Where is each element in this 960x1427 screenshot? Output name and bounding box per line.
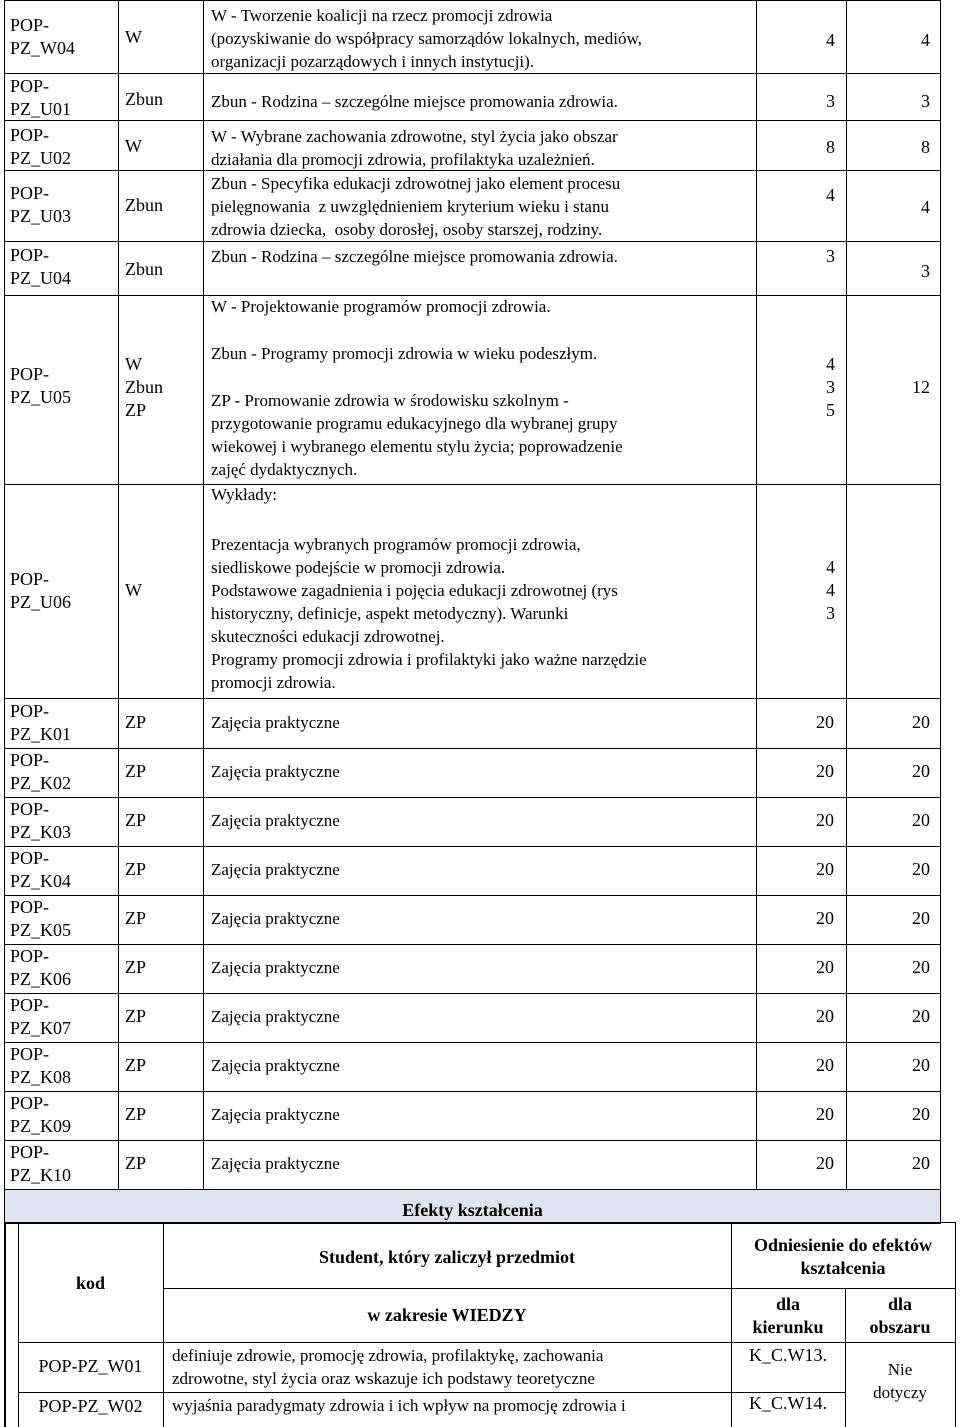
- row-topic: Zajęcia praktyczne: [211, 1105, 340, 1124]
- effects-col-student: Student, który zaliczył przedmiot: [319, 1247, 575, 1267]
- grid-line: [940, 0, 941, 1222]
- row-hours: 4: [826, 30, 835, 50]
- row-code: POP- PZ_K01: [10, 701, 72, 744]
- grid-line: [4, 484, 941, 485]
- row-hours-total: 8: [921, 137, 930, 157]
- row-form: Zbun: [125, 195, 163, 215]
- row-hours: 20: [816, 1104, 834, 1124]
- grid-line: [4, 0, 941, 1]
- grid-line: [4, 993, 941, 994]
- row-hours: 20: [816, 712, 834, 732]
- row-code: POP- PZ_U06: [10, 569, 72, 612]
- row-hours-total: 20: [912, 1055, 930, 1075]
- row-code: POP- PZ_K07: [10, 995, 72, 1038]
- row-form: W: [125, 27, 142, 47]
- effect-area: Nie dotyczy: [873, 1360, 927, 1402]
- row-topic: Zajęcia praktyczne: [211, 909, 340, 928]
- row-topic: Zajęcia praktyczne: [211, 762, 340, 781]
- row-code: POP- PZ_K02: [10, 750, 72, 793]
- effect-major: K_C.W14.: [749, 1393, 827, 1413]
- row-hours: 4 4 3: [826, 557, 835, 623]
- row-hours: 20: [816, 1006, 834, 1026]
- grid-line: [4, 1042, 941, 1043]
- row-hours-total: 20: [912, 810, 930, 830]
- row-form: ZP: [125, 859, 147, 879]
- effect-code: POP-PZ_W01: [38, 1356, 143, 1376]
- row-form: ZP: [125, 957, 147, 977]
- row-topic: Prezentacja wybranych programów promocji zdrowia, siedliskowe podejście w promocji zdrowia. Podstawowe zagadnienia i pojęcia edukacji zdrowotnej (rys historyczny, definicje, aspekt metodyczny). Warunki skuteczności edukacji zdrowotnej. Programy promocji zdrowia i profilaktyki jako ważne narzędzie promocji zdrowia.: [211, 535, 647, 692]
- grid-line: [846, 0, 847, 1190]
- grid-line: [4, 895, 941, 896]
- row-code: POP- PZ_K08: [10, 1044, 72, 1087]
- row-form: ZP: [125, 1006, 147, 1026]
- row-topic: Zajęcia praktyczne: [211, 860, 340, 879]
- section-title: Efekty kształcenia: [402, 1200, 543, 1220]
- grid-line: [940, 1222, 956, 1223]
- effects-col-major: dla kierunku: [752, 1294, 824, 1337]
- row-form: ZP: [125, 1055, 147, 1075]
- grid-line: [18, 1342, 956, 1343]
- grid-line: [4, 1091, 941, 1092]
- row-form: ZP: [125, 908, 147, 928]
- row-topic: Zajęcia praktyczne: [211, 1056, 340, 1075]
- row-hours: 4 3 5: [826, 354, 835, 420]
- grid-line: [955, 1222, 956, 1427]
- grid-line: [203, 0, 204, 1190]
- row-form: W: [125, 136, 142, 156]
- grid-line: [4, 846, 941, 847]
- row-topic: ZP - Promowanie zdrowia w środowisku szkolnym - przygotowanie programu edukacyjnego dla wybranej grupy wiekowej i wybranego elementu stylu życia; poprowadzenie zajęć dydaktycznych.: [211, 391, 623, 479]
- row-topic: Zajęcia praktyczne: [211, 1007, 340, 1026]
- effect-text: definiuje zdrowie, promocję zdrowia, profilaktykę, zachowania zdrowotne, styl życia oraz wskazuje ich podstawy teoretyczne: [172, 1346, 604, 1388]
- row-form: ZP: [125, 1104, 147, 1124]
- row-form: ZP: [125, 712, 147, 732]
- grid-line: [4, 120, 941, 121]
- row-hours: 20: [816, 957, 834, 977]
- row-form: ZP: [125, 1153, 147, 1173]
- row-hours-total: 20: [912, 712, 930, 732]
- row-code: POP- PZ_U03: [10, 183, 72, 226]
- effects-scope: w zakresie WIEDZY: [367, 1305, 527, 1325]
- row-hours-total: 20: [912, 908, 930, 928]
- row-topic: Zbun - Rodzina – szczególne miejsce promowania zdrowia.: [211, 247, 618, 266]
- grid-line: [4, 748, 941, 749]
- row-topic: Zajęcia praktyczne: [211, 958, 340, 977]
- row-hours: 20: [816, 1153, 834, 1173]
- row-code: POP- PZ_U01: [10, 76, 72, 119]
- row-hours-total: 20: [912, 1006, 930, 1026]
- row-form: ZP: [125, 761, 147, 781]
- row-hours: 20: [816, 859, 834, 879]
- row-topic: Zajęcia praktyczne: [211, 1154, 340, 1173]
- grid-line: [4, 698, 941, 699]
- row-form: W Zbun ZP: [125, 354, 163, 420]
- grid-line: [756, 0, 757, 1190]
- grid-line: [118, 0, 119, 1190]
- row-hours: 20: [816, 761, 834, 781]
- row-topic: W - Wybrane zachowania zdrowotne, styl życia jako obszar działania dla promocji zdrowia, profilaktyka uzależnień.: [211, 127, 618, 169]
- row-hours-total: 20: [912, 761, 930, 781]
- row-form: ZP: [125, 810, 147, 830]
- row-hours: 20: [816, 810, 834, 830]
- grid-line: [4, 73, 941, 74]
- grid-line: [4, 0, 5, 1222]
- row-code: POP- PZ_U05: [10, 364, 72, 407]
- row-hours-total: 20: [912, 1104, 930, 1124]
- row-form: Zbun: [125, 89, 163, 109]
- effects-col-reference: Odniesienie do efektów kształcenia: [754, 1235, 932, 1278]
- row-hours: 3: [826, 246, 835, 266]
- row-hours: 20: [816, 1055, 834, 1075]
- row-code: POP- PZ_K04: [10, 848, 72, 891]
- row-hours-total: 20: [912, 859, 930, 879]
- row-hours-total: 20: [912, 957, 930, 977]
- row-code: POP- PZ_K10: [10, 1142, 72, 1185]
- row-hours-total: 4: [921, 197, 930, 217]
- row-topic: W - Projektowanie programów promocji zdrowia.: [211, 297, 551, 316]
- effect-code: POP-PZ_W02: [38, 1396, 143, 1416]
- row-hours-total: 4: [921, 30, 930, 50]
- row-hours: 8: [826, 137, 835, 157]
- row-code: POP- PZ_K03: [10, 799, 72, 842]
- row-code: POP- PZ_K09: [10, 1093, 72, 1136]
- row-topic: Zbun - Rodzina – szczególne miejsce promowania zdrowia.: [211, 92, 618, 111]
- row-code: POP- PZ_K06: [10, 946, 72, 989]
- row-topic: Zajęcia praktyczne: [211, 713, 340, 732]
- row-code: POP- PZ_U04: [10, 245, 72, 288]
- row-topic-heading: Wykłady:: [211, 485, 278, 504]
- grid-line: [4, 797, 941, 798]
- row-topic: Zajęcia praktyczne: [211, 811, 340, 830]
- grid-line: [4, 1222, 6, 1427]
- effects-col-area: dla obszaru: [869, 1294, 931, 1337]
- row-topic: W - Tworzenie koalicji na rzecz promocji zdrowia (pozyskiwanie do współpracy samorządów lokalnych, mediów, organizacji pozarządowych i innych instytucji).: [211, 6, 642, 71]
- grid-line: [4, 1140, 941, 1141]
- row-form: W: [125, 580, 142, 600]
- effects-col-code: kod: [75, 1273, 106, 1293]
- row-hours: 4: [826, 185, 835, 205]
- grid-line: [4, 241, 941, 242]
- grid-line: [4, 1222, 941, 1224]
- effect-major: K_C.W13.: [749, 1345, 827, 1365]
- row-code: POP- PZ_W04: [10, 15, 75, 58]
- row-hours-total: 20: [912, 1153, 930, 1173]
- row-code: POP- PZ_K05: [10, 897, 72, 940]
- row-topic: Zbun - Programy promocji zdrowia w wieku podeszłym.: [211, 344, 598, 363]
- row-hours-total: 12: [912, 377, 930, 397]
- row-hours: 20: [816, 908, 834, 928]
- row-hours-total: 3: [921, 261, 930, 281]
- grid-line: [4, 944, 941, 945]
- row-topic: Zbun - Specyfika edukacji zdrowotnej jako element procesu pielęgnowania z uwzględnieniem kryterium wieku i stanu zdrowia dziecka, osoby dorosłej, osoby starszej, rodziny.: [211, 174, 621, 239]
- effect-text: wyjaśnia paradygmaty zdrowia i ich wpływ na promocję zdrowia i: [172, 1396, 626, 1415]
- grid-line: [18, 1392, 846, 1393]
- row-form: Zbun: [125, 259, 163, 279]
- row-hours: 3: [826, 91, 835, 111]
- row-code: POP- PZ_U02: [10, 125, 72, 168]
- row-hours-total: 3: [921, 91, 930, 111]
- grid-line: [163, 1288, 956, 1289]
